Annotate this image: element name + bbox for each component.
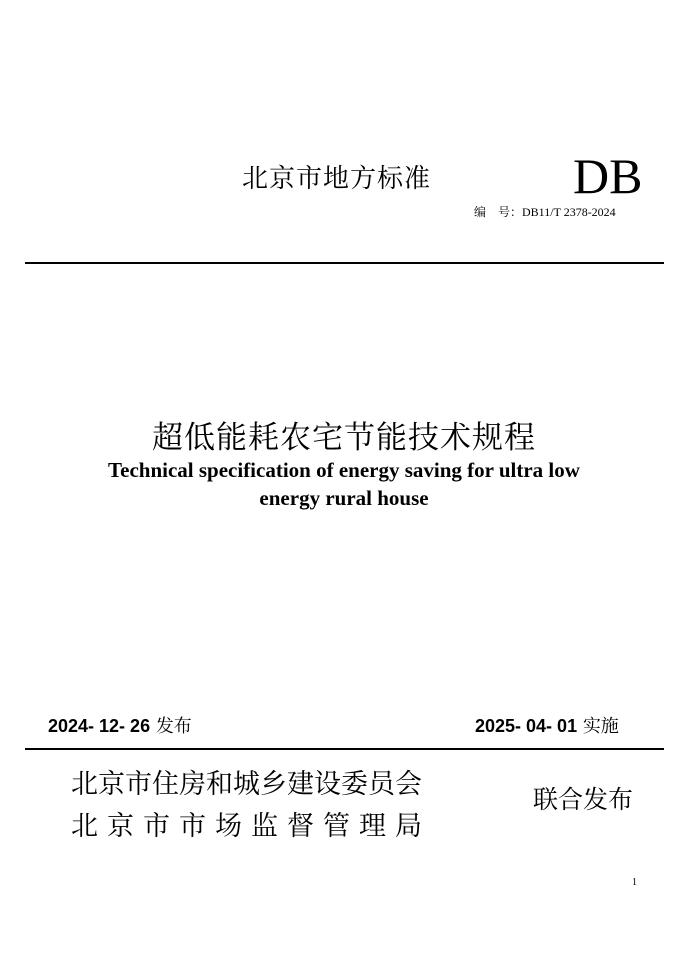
standard-type: 北京市地方标准 xyxy=(242,164,432,194)
issue-date xyxy=(48,712,192,738)
joint-issue-label: 联合发布 xyxy=(533,785,634,814)
issuer-market-supervision: 北京市市场监督管理局 xyxy=(71,811,431,842)
issuer-housing-commission: 北京市住房和城乡建设委员会 xyxy=(71,769,422,800)
title-english xyxy=(0,456,688,512)
implement-date xyxy=(475,712,619,738)
standard-code-label: 编 号： xyxy=(474,205,523,219)
implement-date-label: 实施 xyxy=(582,716,619,737)
db-mark: DB xyxy=(573,148,643,204)
title-english-line2: energy rural house xyxy=(259,486,429,510)
standard-code xyxy=(474,203,616,220)
issue-date-label: 发布 xyxy=(155,716,192,737)
implement-date-value: 2025- 04- 01 xyxy=(475,716,578,736)
title-english-line1: Technical specification of energy saving for ultra low xyxy=(108,458,580,482)
issue-date-value: 2024- 12- 26 xyxy=(48,716,151,736)
title-chinese: 超低能耗农宅节能技术规程 xyxy=(152,420,536,456)
page-number: 1 xyxy=(632,877,637,888)
standard-code-value: DB11/T 2378-2024 xyxy=(522,205,616,219)
bottom-divider xyxy=(25,748,664,750)
top-divider xyxy=(25,262,664,264)
